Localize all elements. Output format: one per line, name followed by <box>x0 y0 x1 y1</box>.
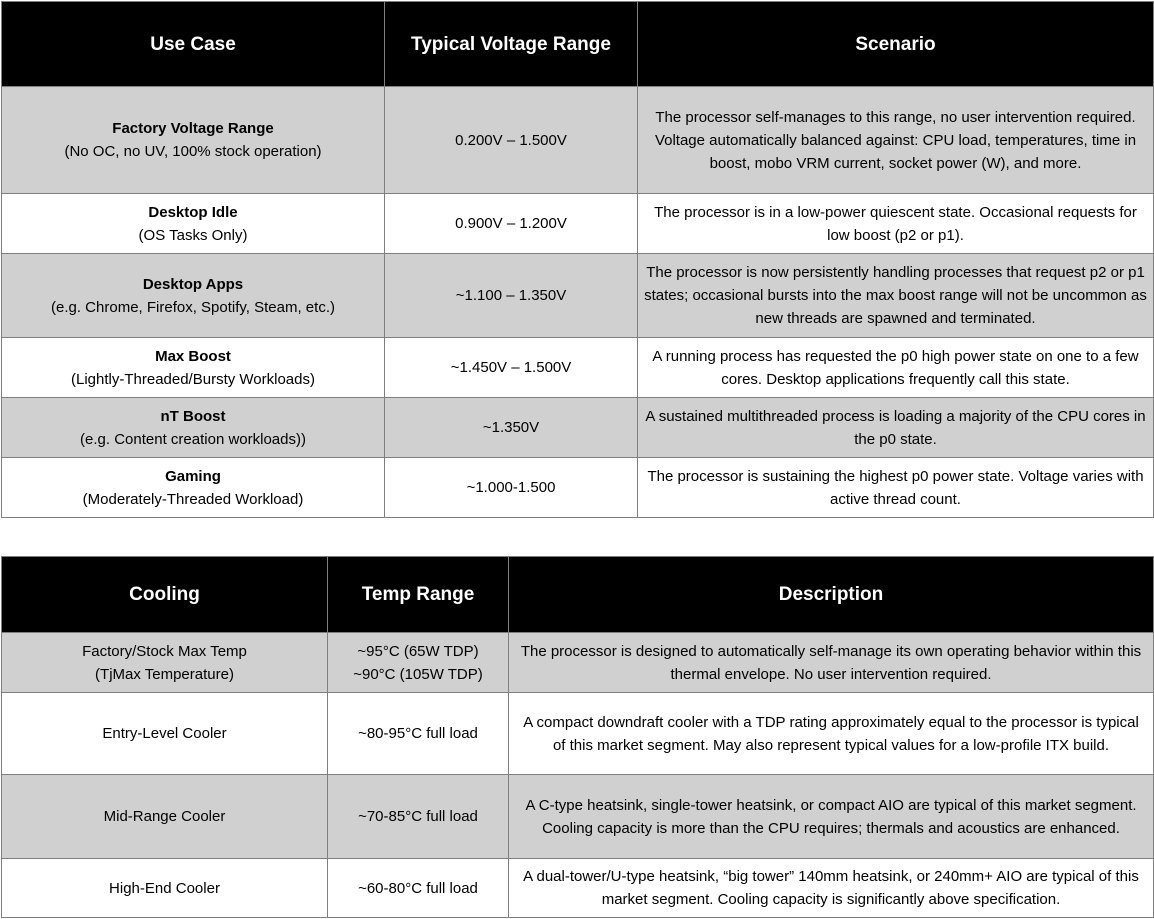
voltage-range-cell: 0.900V – 1.200V <box>385 194 638 254</box>
table-row <box>2 693 1154 775</box>
use-case-cell <box>2 458 385 518</box>
cooling-cell <box>2 633 328 693</box>
description-cell: A compact downdraft cooler with a TDP rating approximately equal to the processor is typical of this market segment. May also represent typical values for a low-profile ITX build. <box>509 693 1154 775</box>
cooling-sublabel: (TjMax Temperature) <box>95 665 234 683</box>
scenario-cell: A sustained multithreaded process is loading a majority of the CPU cores in the p0 state. <box>638 398 1154 458</box>
table-row <box>2 458 1154 518</box>
voltage-range-cell: ~1.450V – 1.500V <box>385 338 638 398</box>
use-case-cell <box>2 398 385 458</box>
header-scenario: Scenario <box>638 2 1154 87</box>
temp-range-value: ~80-95°C full load <box>358 725 478 742</box>
cooling-cell <box>2 775 328 859</box>
use-case-subtitle: (e.g. Chrome, Firefox, Spotify, Steam, etc.) <box>51 298 335 316</box>
header-cooling: Cooling <box>2 557 328 633</box>
table-row <box>2 338 1154 398</box>
header-voltage-range: Typical Voltage Range <box>385 2 638 87</box>
scenario-cell: The processor is in a low-power quiescent state. Occasional requests for low boost (p2 or p1). <box>638 194 1154 254</box>
table-row <box>2 775 1154 859</box>
cooling-table <box>1 556 1154 918</box>
scenario-cell: The processor self-manages to this range, no user intervention required. Voltage automatically balanced against: CPU load, temperatures, time in boost, mobo VRM current, socket power (W), and more. <box>638 87 1154 194</box>
table-row <box>2 859 1154 918</box>
temp-range-cell <box>328 693 509 775</box>
temp-range-value: ~60-80°C full load <box>358 879 478 897</box>
use-case-subtitle: (e.g. Content creation workloads)) <box>80 430 306 448</box>
table-row <box>2 194 1154 254</box>
scenario-cell: The processor is sustaining the highest p0 power state. Voltage varies with active thread count. <box>638 458 1154 518</box>
temp-range-value: ~70-85°C full load <box>358 808 478 825</box>
temp-range-value: ~90°C (105W TDP) <box>353 665 483 683</box>
description-cell: A C-type heatsink, single-tower heatsink, or compact AIO are typical of this market segment. Cooling capacity is more than the CPU requires; thermals and acoustics are enhanced. <box>509 775 1154 859</box>
use-case-cell <box>2 254 385 338</box>
header-use-case: Use Case <box>2 2 385 87</box>
use-case-title: Gaming <box>165 467 221 485</box>
temp-range-cell <box>328 859 509 918</box>
cooling-cell <box>2 693 328 775</box>
voltage-range-cell: 0.200V – 1.500V <box>385 87 638 194</box>
header-description: Description <box>509 557 1154 633</box>
voltage-range-cell: ~1.000-1.500 <box>385 458 638 518</box>
cooling-label: Factory/Stock Max Temp <box>82 642 247 660</box>
use-case-subtitle: (Lightly-Threaded/Bursty Workloads) <box>71 370 315 388</box>
description-cell: A dual-tower/U-type heatsink, “big tower” 140mm heatsink, or 240mm+ AIO are typical of this market segment. Cooling capacity is significantly above specification. <box>509 859 1154 918</box>
temp-range-cell <box>328 633 509 693</box>
cooling-label: Mid-Range Cooler <box>103 808 226 825</box>
use-case-subtitle: (Moderately-Threaded Workload) <box>82 490 304 508</box>
use-case-subtitle: (OS Tasks Only) <box>138 226 248 244</box>
use-case-title: Desktop Idle <box>148 203 238 221</box>
table-row <box>2 87 1154 194</box>
cooling-table-header <box>2 557 1154 633</box>
table-row <box>2 398 1154 458</box>
cooling-label: High-End Cooler <box>109 879 220 897</box>
voltage-table <box>1 1 1154 518</box>
use-case-title: Factory Voltage Range <box>112 120 274 137</box>
scenario-cell: A running process has requested the p0 high power state on one to a few cores. Desktop applications frequently call this state. <box>638 338 1154 398</box>
header-temp-range: Temp Range <box>328 557 509 633</box>
use-case-cell <box>2 194 385 254</box>
table-row <box>2 633 1154 693</box>
temp-range-cell <box>328 775 509 859</box>
use-case-cell <box>2 87 385 194</box>
use-case-cell <box>2 338 385 398</box>
voltage-range-cell: ~1.350V <box>385 398 638 458</box>
voltage-range-cell: ~1.100 – 1.350V <box>385 254 638 338</box>
use-case-title: Max Boost <box>155 347 231 365</box>
description-cell: The processor is designed to automatically self-manage its own operating behavior within this thermal envelope. No user intervention required. <box>509 633 1154 693</box>
use-case-subtitle: (No OC, no UV, 100% stock operation) <box>64 143 322 160</box>
use-case-title: Desktop Apps <box>142 275 244 293</box>
voltage-table-header <box>2 2 1154 87</box>
cooling-label: Entry-Level Cooler <box>102 725 227 742</box>
temp-range-value: ~95°C (65W TDP) <box>357 642 479 660</box>
use-case-title: nT Boost <box>160 407 226 425</box>
table-row <box>2 254 1154 338</box>
scenario-cell: The processor is now persistently handling processes that request p2 or p1 states; occasional bursts into the max boost range will not be uncommon as new threads are spawned and terminated. <box>638 254 1154 338</box>
cooling-cell <box>2 859 328 918</box>
